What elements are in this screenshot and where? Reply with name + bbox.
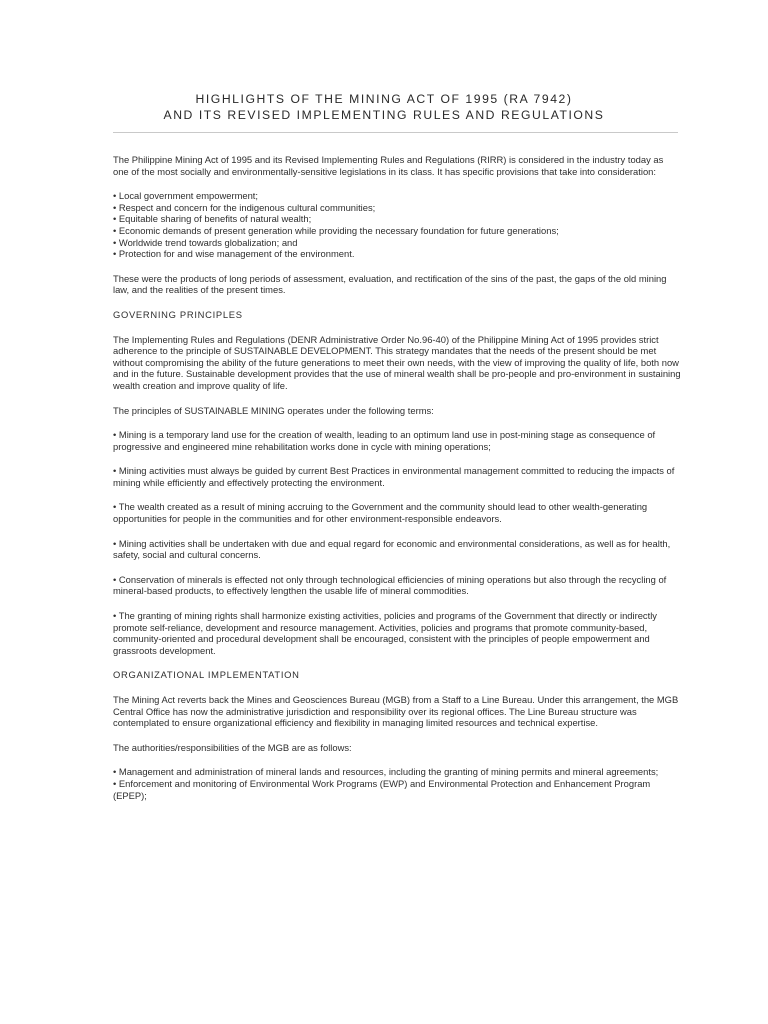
consideration-item: • Equitable sharing of benefits of natural wealth; bbox=[113, 213, 312, 225]
authority-item: • Management and administration of mineral lands and resources, including the granting of mining permits and mineral agreements; bbox=[113, 766, 659, 778]
sustainable-mining-term: • The granting of mining rights shall harmonize existing activities, policies and programs of the Government that directly or indirectly promote self-reliance, development and resource management. Activities, policies and programs that promote community-based, community-oriented and procedural development shall be encouraged, consistent with the principles of people empowerment and grassroots development. bbox=[113, 610, 657, 656]
products-paragraph: These were the products of long periods of assessment, evaluation, and rectification of the sins of the past, the gaps of the old mining law, and the realities of the present times. bbox=[113, 272, 667, 296]
consideration-item: • Worldwide trend towards globalization; and bbox=[113, 236, 298, 248]
considerations-list bbox=[113, 190, 681, 260]
mgb-authorities-list bbox=[113, 766, 681, 801]
consideration-item: • Protection for and wise management of the environment. bbox=[113, 248, 355, 260]
document-body bbox=[113, 154, 681, 814]
governing-paragraph-2: The principles of SUSTAINABLE MINING operates under the following terms: bbox=[113, 404, 434, 416]
consideration-item: • Respect and concern for the indigenous cultural communities; bbox=[113, 201, 376, 213]
organizational-paragraph-2: The authorities/responsibilities of the MGB are as follows: bbox=[113, 741, 352, 753]
sustainable-mining-term: • Conservation of minerals is effected not only through technological efficiencies of mining operations but also through the recycling of mineral-based products, to effectively lengthen the usable life of mineral commodities. bbox=[113, 573, 667, 597]
intro-paragraph: The Philippine Mining Act of 1995 and its Revised Implementing Rules and Regulations (RIRR) is considered in the industry today as one of the most socially and environmentally-sensitive legislations in its class. It has specific provisions that take into consideration: bbox=[113, 154, 664, 177]
consideration-item: • Local government empowerment; bbox=[113, 190, 259, 202]
governing-paragraph-1: The Implementing Rules and Regulations (DENR Administrative Order No.96-40) of the Philippine Mining Act of 1995 provides strict adherence to the principle of SUSTAINABLE DEVELOPMENT. This strategy mandates that the needs of the present should be met without compromising the ability of the future generations to meet their own needs, with the view of improving the quality of life, both now and in the future. Sustainable development provides that the use of mineral wealth shall be pro-people and pro-environment in sustaining wealth creation and improve quality of life. bbox=[113, 333, 681, 391]
sustainable-mining-term: • The wealth created as a result of mining accruing to the Government and the community should lead to other wealth-generating opportunities for people in the communities and for other environment-responsible endeavors. bbox=[113, 501, 648, 525]
title-divider bbox=[113, 132, 678, 133]
document-title-line-1: HIGHLIGHTS OF THE MINING ACT OF 1995 (RA 7942) bbox=[195, 92, 573, 106]
organizational-paragraph-1: The Mining Act reverts back the Mines and Geosciences Bureau (MGB) from a Staff to a Line Bureau. Under this arrangement, the MGB Central Office has now the administrative jurisdiction and responsibility over its regional offices. The Line Bureau structure was contemplated to ensure organizational efficiency and flexibility in managing limited resources and technical expertise. bbox=[113, 694, 679, 729]
sustainable-mining-term: • Mining is a temporary land use for the creation of wealth, leading to an optimum land use in post-mining stage as consequence of progressive and engineered mine rehabilitation works done in cycle with mining operations; bbox=[113, 429, 656, 452]
consideration-item: • Economic demands of present generation while providing the necessary foundation for future generations; bbox=[113, 224, 559, 236]
authority-item: • Enforcement and monitoring of Environmental Work Programs (EWP) and Environmental Protection and Enhancement Program (EPEP); bbox=[113, 777, 651, 801]
organizational-implementation-heading: ORGANIZATIONAL IMPLEMENTATION bbox=[113, 669, 300, 681]
document-title-line-2: AND ITS REVISED IMPLEMENTING RULES AND REGULATIONS bbox=[163, 108, 605, 122]
sustainable-mining-term: • Mining activities must always be guided by current Best Practices in environmental management committed to reducing the impacts of mining while efficiently and effectively protecting the environment. bbox=[113, 465, 675, 488]
governing-principles-heading: GOVERNING PRINCIPLES bbox=[113, 308, 243, 320]
sustainable-mining-term: • Mining activities shall be undertaken with due and equal regard for economic and environmental considerations, as well as for health, safety, social and cultural concerns. bbox=[113, 537, 671, 561]
